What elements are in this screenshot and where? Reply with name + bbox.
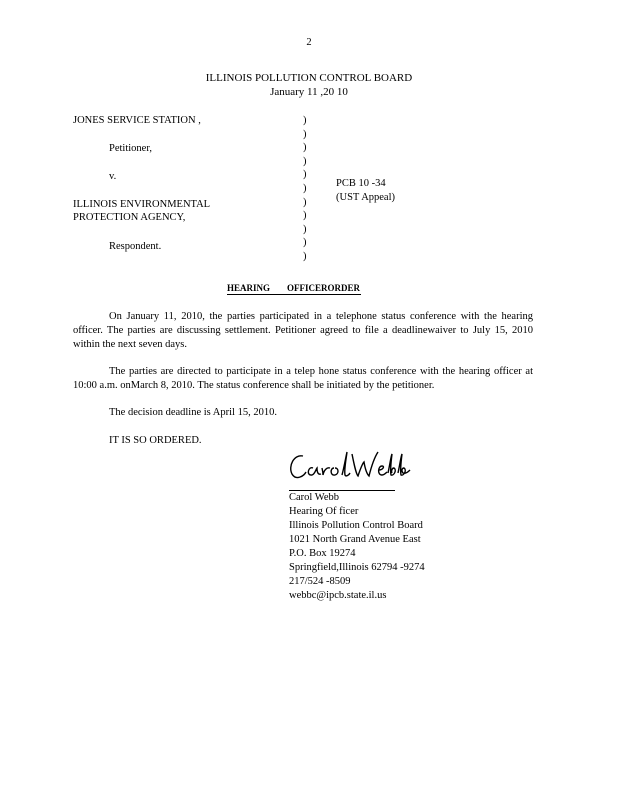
agency-heading: ILLINOIS POLLUTION CONTROL BOARD [205, 72, 413, 84]
address-line-1: 1021 North Grand Avenue East [289, 534, 421, 545]
signer-title: Hearing Of ficer [289, 506, 359, 517]
case-number: PCB 10 -34 [336, 178, 386, 189]
page-number: 2 [306, 37, 312, 48]
address-city: Springfield,Illinois 62794 -9274 [289, 562, 425, 573]
phone-number: 217/524 -8509 [289, 576, 351, 587]
paragraph-2: The parties are directed to participate in a telep hone status conference with the hearing officer at 10:00 a.m. onMarch 8, 2010. The status conference shall be initiated by the petitioner. [73, 366, 533, 391]
signer-org: Illinois Pollution Control Board [289, 520, 423, 531]
address-line-2: P.O. Box 19274 [289, 548, 356, 559]
respondent-name-line2: PROTECTION AGENCY, [73, 212, 186, 223]
petitioner-name: JONES SERVICE STATION , [73, 115, 201, 126]
paragraph-1: On January 11, 2010, the parties participated in a telephone status conference with the hearing officer. The parties are discussing settlement. Petitioner agreed to file a deadlinewaiver to July 15, 2010 within the next seven days. [73, 311, 533, 350]
handwritten-signature [286, 446, 416, 486]
order-title-left: HEARING [227, 283, 271, 293]
signature-line [289, 490, 395, 491]
paragraph-3: The decision deadline is April 15, 2010. [109, 407, 277, 418]
petitioner-role: Petitioner, [109, 143, 153, 154]
caption-parentheses: ) ) ) ) ) ) ) ) ) ) ) [303, 115, 307, 262]
respondent-name-line1: ILLINOIS ENVIRONMENTAL [73, 199, 211, 210]
paragraph-4: IT IS SO ORDERED. [109, 435, 202, 446]
signer-name: Carol Webb [289, 492, 339, 503]
order-title-right: OFFICERORDER [287, 283, 361, 293]
respondent-role: Respondent. [109, 241, 162, 252]
versus-label: v. [109, 171, 117, 182]
case-type: (UST Appeal) [336, 192, 396, 203]
email-address: webbc@ipcb.state.il.us [289, 590, 387, 601]
order-title-underline [227, 294, 361, 295]
order-date: January 11 ,20 10 [270, 86, 348, 98]
